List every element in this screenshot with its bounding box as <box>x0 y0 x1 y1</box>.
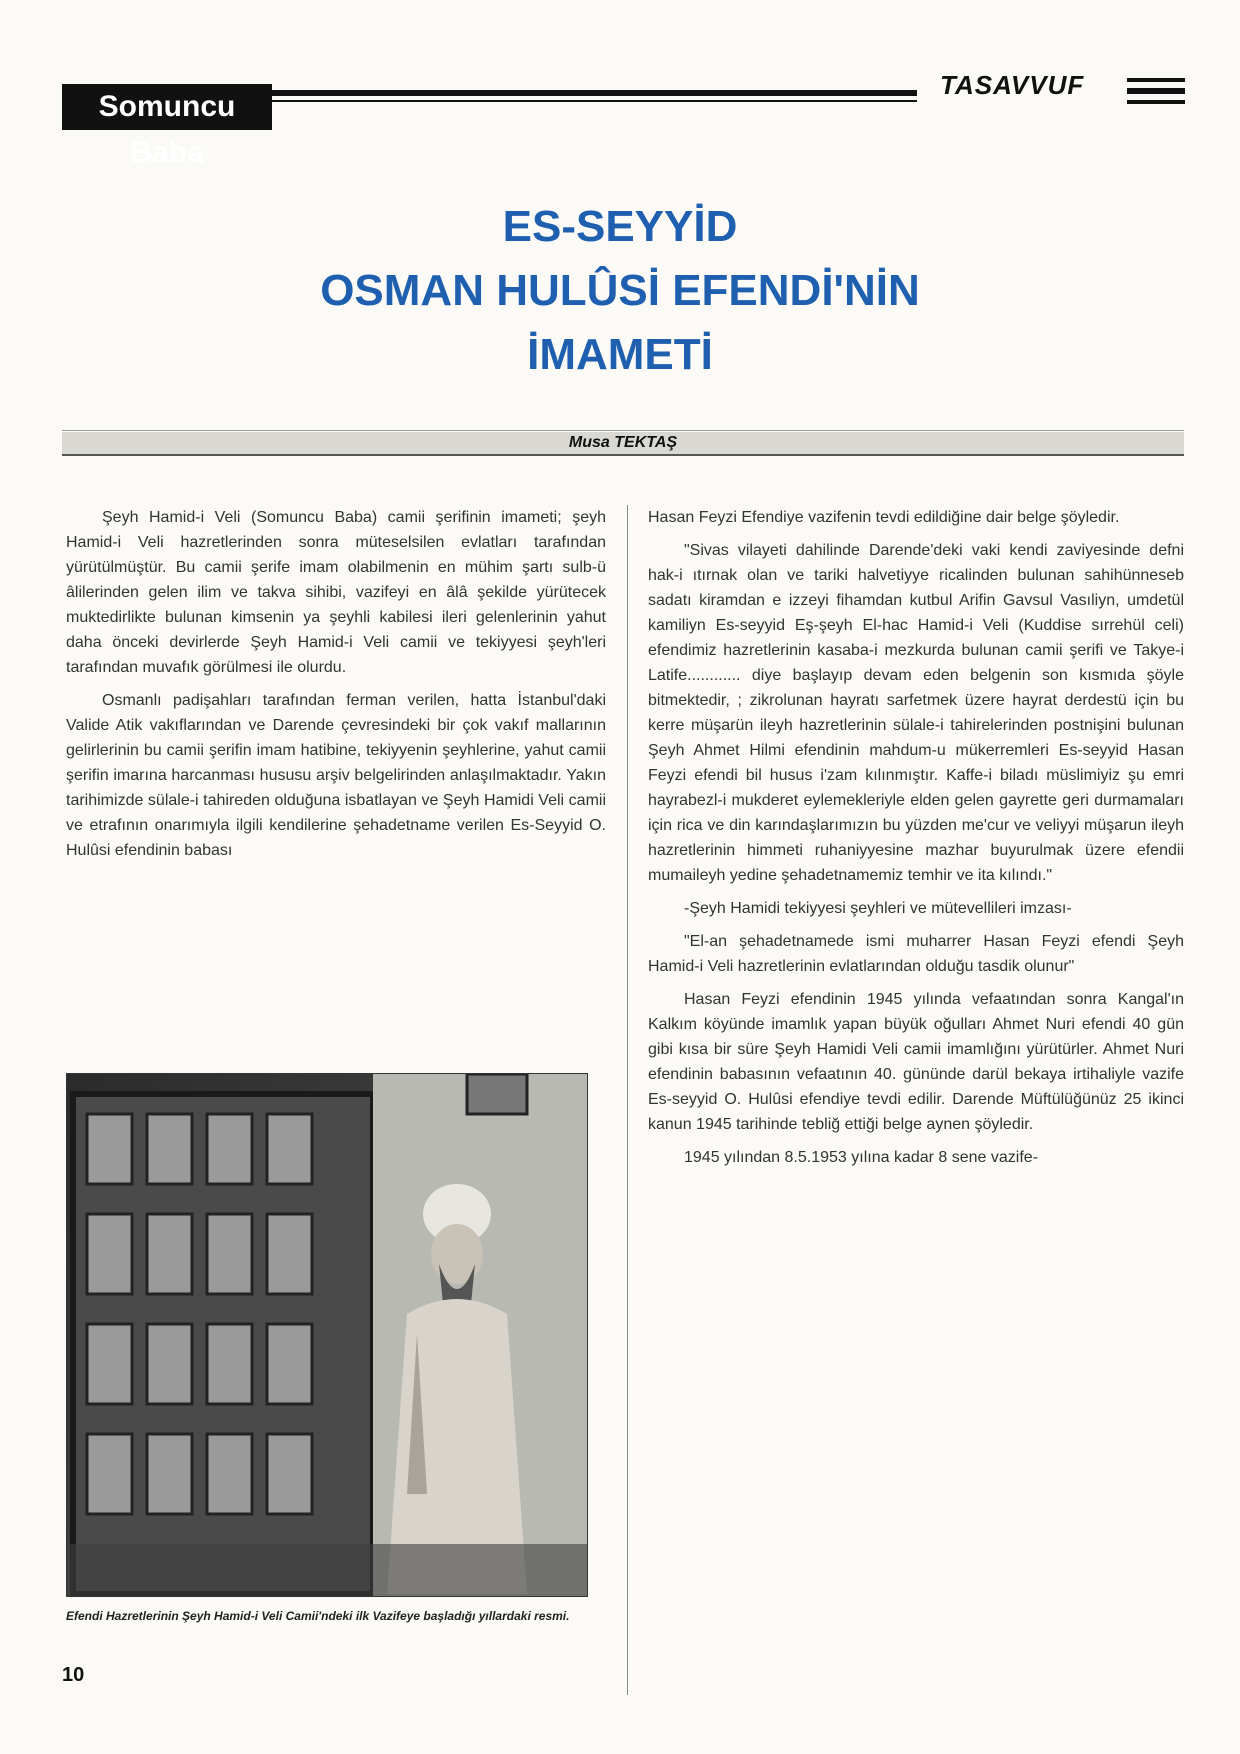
photo-illustration <box>67 1074 587 1596</box>
header-mark <box>1127 78 1185 110</box>
right-column <box>648 505 1184 1178</box>
section-label: TASAVVUF <box>940 70 1085 100</box>
left-column <box>66 505 606 871</box>
header-rule-thin <box>272 100 917 102</box>
paragraph: "Sivas vilayeti dahilinde Darende'deki vaki kendi zaviyesinde defni hak-i ıtırnak olan ve tariki halvetiyye ricalinden bulunan sahihünneseb sadatı kiramdan e izzeyi fihamdan kutbul Arifin Gavsul Vasıliyn, umdetül kamiliyn Es-seyyid Eş-şeyh El-hac Hamid-i Veli (Kuddise sırrehül celi) efendimiz hazretlerinin kasaba-i mezkurda bulunan camii şerifi ve Takye-i Latife............ diye başlayıp devam eden belgenin son kısmıda şöyle bitmektedir, ; zikrolunan hayratı sarfetmek üzere hayrat derdestü için bu kerre müşarün ileyh hazretlerinin sülale-i tahirelerinden postnişini bulunan Şeyh Ahmet Hilmi efendinin mahdum-u mükerremleri Es-seyyid Hasan Feyzi efendi bil husus i'zam kılınmıştır. Kaffe-i biladı müslimiyiz şu emri hayrabezl-i mukderet eylemekleriyle elden gelen gayrette geri durmamaları için rica ve din karındaşlarımızın bu yüzden me'cur ve veliyyi müşarun ileyh hazretlerinin himmeti ruhaniyyesine mazhar buyurulmak üzere efendii mumaileyh yedine şehadetnamemiz temhir ve ita kılındı." <box>648 542 1184 884</box>
paragraph: -Şeyh Hamidi tekiyyesi şeyhleri ve mütevellileri imzası- <box>684 900 1072 917</box>
paragraph: Hasan Feyzi Efendiye vazifenin tevdi edildiğine dair belge şöyledir. <box>648 509 1120 526</box>
paragraph: Şeyh Hamid-i Veli (Somuncu Baba) camii şerifinin imameti; şeyh Hamid-i Veli hazretlerinden sonra müteselsilen evlatları tarafından yürütülmüştür. Bu camii şerife imam olabilmenin en mühim şartı sulb-ü âlilerinden gelen ilim ve takva sihibi, vazifeyi en âlâ şekilde yürütecek muktedirlikte bulunan kimsenin ya şeyhli kabilesi ileri gelenlerinin yahut daha önceki devirlerde Şeyh Hamid-i Veli camii ve tekiyyesi şeyh'leri tarafından muvafık görülmesi ile olurdu. <box>66 509 606 676</box>
magazine-logo: Somuncu Baba <box>62 84 272 130</box>
article-title <box>120 195 1120 387</box>
column-divider <box>627 505 628 1695</box>
article-photo <box>66 1073 588 1597</box>
photo-caption: Efendi Hazretlerinin Şeyh Hamid-i Veli Camii'ndeki ilk Vazifeye başladığı yıllardaki resmi. <box>66 1609 570 1623</box>
paragraph: "El-an şehadetnamede ismi muharrer Hasan Feyzi efendi Şeyh Hamid-i Veli hazretlerinin evlatlarından olduğu tasdik olunur" <box>648 933 1184 975</box>
title-line-3: İMAMETİ <box>527 330 713 379</box>
paragraph: Hasan Feyzi efendinin 1945 yılında vefaatından sonra Kangal'ın Kalkım köyünde imamlık yapan büyük oğulları Ahmet Nuri efendi 40 gün gibi kısa bir süre Şeyh Hamidi Veli camii imamlığını yürütürler. Ahmet Nuri efendinin babasının vefaatının 40. gününde darül bekaya irtihaliyle vazife Es-seyyid O. Hulûsi efendiye tevdi edilir. Darende Müftülüğünüz 25 ikinci kanun 1945 tarihinde tebliğ ettiği belge aynen şöyledir. <box>648 991 1184 1133</box>
title-line-1: ES-SEYYİD <box>502 202 738 251</box>
title-line-2: OSMAN HULÛSİ EFENDİ'NİN <box>320 266 920 315</box>
page-number: 10 <box>62 1664 85 1686</box>
header-rule <box>272 90 917 96</box>
author-bar-rule <box>62 430 1184 431</box>
paragraph: Osmanlı padişahları tarafından ferman verilen, hatta İstanbul'daki Valide Atik vakıflarından ve Darende çevresindeki bir çok vakıf mallarının gelirlerinin bu camii şerifin imam hatibine, tekiyyenin şeyhlerine, yahut camii şerifin imarına harcanması hususu arşiv belgelirinden anlaşılmaktadır. Yakın tarihimizde sülale-i tahireden olduğuna isbatlayan ve Şeyh Hamidi Veli camii ve etrafının onarımıyla ilgili kendilerine şehadetname verilen Es-Seyyid O. Hulûsi efendinin babası <box>66 692 606 859</box>
paragraph: 1945 yılından 8.5.1953 yılına kadar 8 sene vazife- <box>684 1149 1039 1166</box>
author-name: Musa TEKTAŞ <box>568 434 678 451</box>
